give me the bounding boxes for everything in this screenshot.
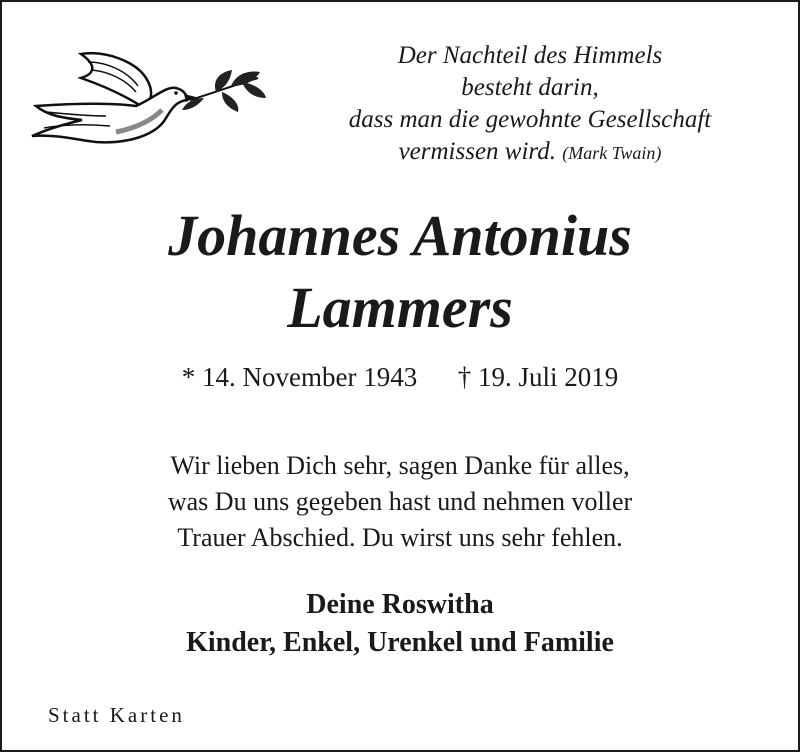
footer-note: Statt Karten <box>48 703 185 727</box>
dove-icon <box>26 48 276 158</box>
quote-last-line <box>290 136 770 169</box>
quote-author: (Mark Twain) <box>562 143 662 163</box>
quote-line: vermissen wird. <box>398 138 556 165</box>
quote-line: dass man die gewohnte Gesellschaft <box>348 106 712 133</box>
signature-line-2: Kinder, Enkel, Urenkel und Familie <box>186 627 614 658</box>
message-line: Trauer Abschied. Du wirst uns sehr fehlen. <box>177 523 623 552</box>
signature-block <box>0 586 800 662</box>
birth-date: * 14. November 1943 <box>181 362 418 392</box>
signature-line-1: Deine Roswitha <box>306 589 494 620</box>
quote-block <box>290 40 770 169</box>
life-dates <box>0 360 800 394</box>
deceased-last-name: Lammers <box>287 275 513 340</box>
deceased-first-names: Johannes Antonius <box>168 203 632 268</box>
farewell-message <box>0 448 800 556</box>
deceased-name <box>0 200 800 344</box>
message-line: Wir lieben Dich sehr, sagen Danke für alles, <box>170 451 630 480</box>
quote-line: besteht darin, <box>461 74 599 101</box>
death-date: † 19. Juli 2019 <box>457 362 619 392</box>
quote-line: Der Nachteil des Himmels <box>397 42 663 69</box>
message-line: was Du uns gegeben hast und nehmen voller <box>167 487 633 516</box>
